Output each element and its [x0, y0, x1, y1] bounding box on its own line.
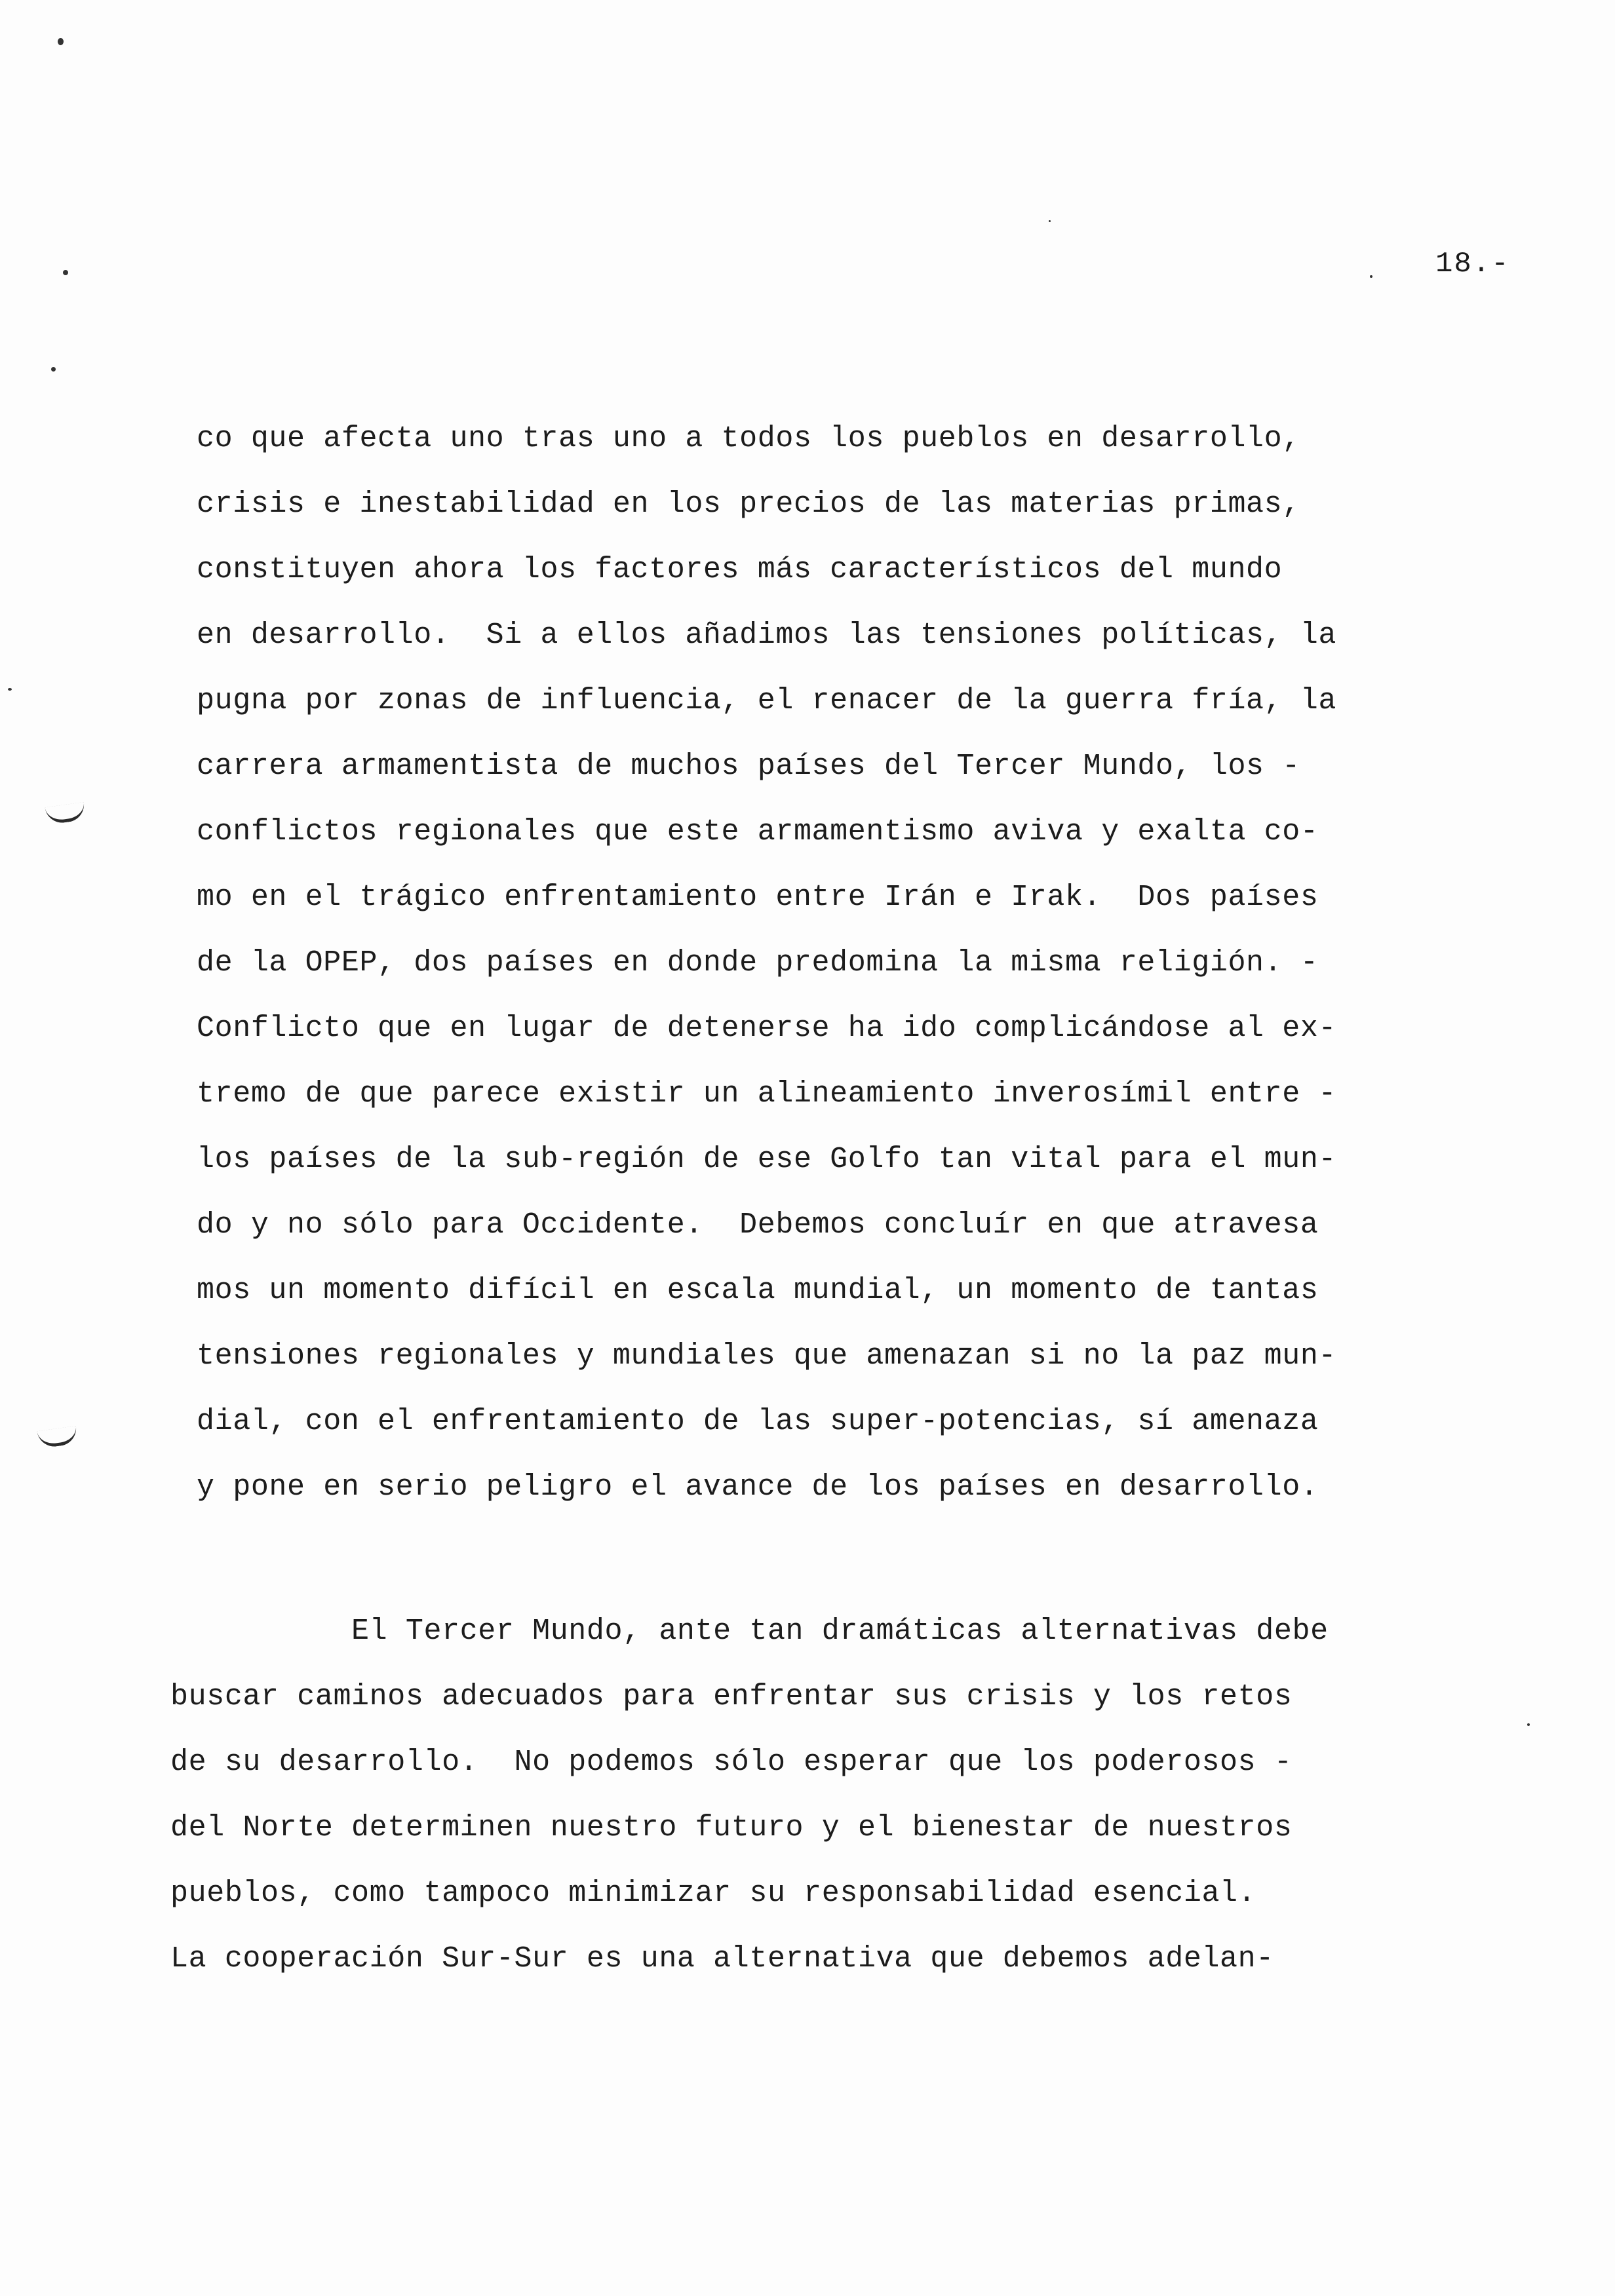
- text-line: de la OPEP, dos países en donde predomina la misma religión. -: [197, 946, 1319, 980]
- text-line: mo en el trágico enfrentamiento entre Irán e Irak. Dos países: [197, 881, 1319, 914]
- text-line: pueblos, como tampoco minimizar su responsabilidad esencial.: [170, 1877, 1256, 1910]
- scan-speck: [1049, 220, 1051, 222]
- text-line: conflictos regionales que este armamentismo aviva y exalta co-: [197, 815, 1319, 849]
- text-line: constituyen ahora los factores más característicos del mundo: [197, 553, 1283, 586]
- text-line: Conflicto que en lugar de detenerse ha ido complicándose al ex-: [197, 1012, 1337, 1045]
- text-line: mos un momento difícil en escala mundial, un momento de tantas: [197, 1274, 1319, 1307]
- scan-speck: [8, 688, 12, 691]
- text-line: carrera armamentista de muchos países del Tercer Mundo, los -: [197, 750, 1300, 783]
- scan-speck: [58, 38, 64, 45]
- text-line: crisis e inestabilidad en los precios de las materias primas,: [197, 488, 1300, 521]
- text-line: del Norte determinen nuestro futuro y el bienestar de nuestros: [170, 1811, 1293, 1845]
- scan-speck: [1370, 275, 1372, 278]
- text-line: tensiones regionales y mundiales que amenazan si no la paz mun-: [197, 1339, 1337, 1373]
- paragraph-2: [170, 1599, 1329, 1992]
- text-line: dial, con el enfrentamiento de las super-potencias, sí amenaza: [197, 1405, 1319, 1438]
- scan-speck: [51, 367, 56, 372]
- text-line: do y no sólo para Occidente. Debemos concluír en que atravesa: [197, 1208, 1319, 1242]
- scan-speck: [63, 270, 68, 275]
- text-line: tremo de que parece existir un alineamiento inverosímil entre -: [197, 1077, 1337, 1111]
- text-line: pugna por zonas de influencia, el renacer de la guerra fría, la: [197, 684, 1337, 718]
- scan-speck: [1527, 1723, 1530, 1726]
- margin-pen-mark: [45, 802, 86, 825]
- text-line: de su desarrollo. No podemos sólo esperar que los poderosos -: [170, 1746, 1293, 1779]
- margin-pen-mark: [37, 1426, 78, 1449]
- text-line: co que afecta uno tras uno a todos los pueblos en desarrollo,: [197, 422, 1300, 455]
- text-line: en desarrollo. Si a ellos añadimos las tensiones políticas, la: [197, 619, 1337, 652]
- page-number: 18.-: [1435, 248, 1510, 280]
- text-line: los países de la sub-región de ese Golfo tan vital para el mun-: [197, 1143, 1337, 1176]
- paragraph-1: [197, 406, 1336, 1520]
- text-line: El Tercer Mundo, ante tan dramáticas alternativas debe: [170, 1615, 1329, 1648]
- text-line: La cooperación Sur-Sur es una alternativa que debemos adelan-: [170, 1942, 1274, 1976]
- text-line: y pone en serio peligro el avance de los países en desarrollo.: [197, 1470, 1319, 1504]
- text-line: buscar caminos adecuados para enfrentar sus crisis y los retos: [170, 1680, 1293, 1713]
